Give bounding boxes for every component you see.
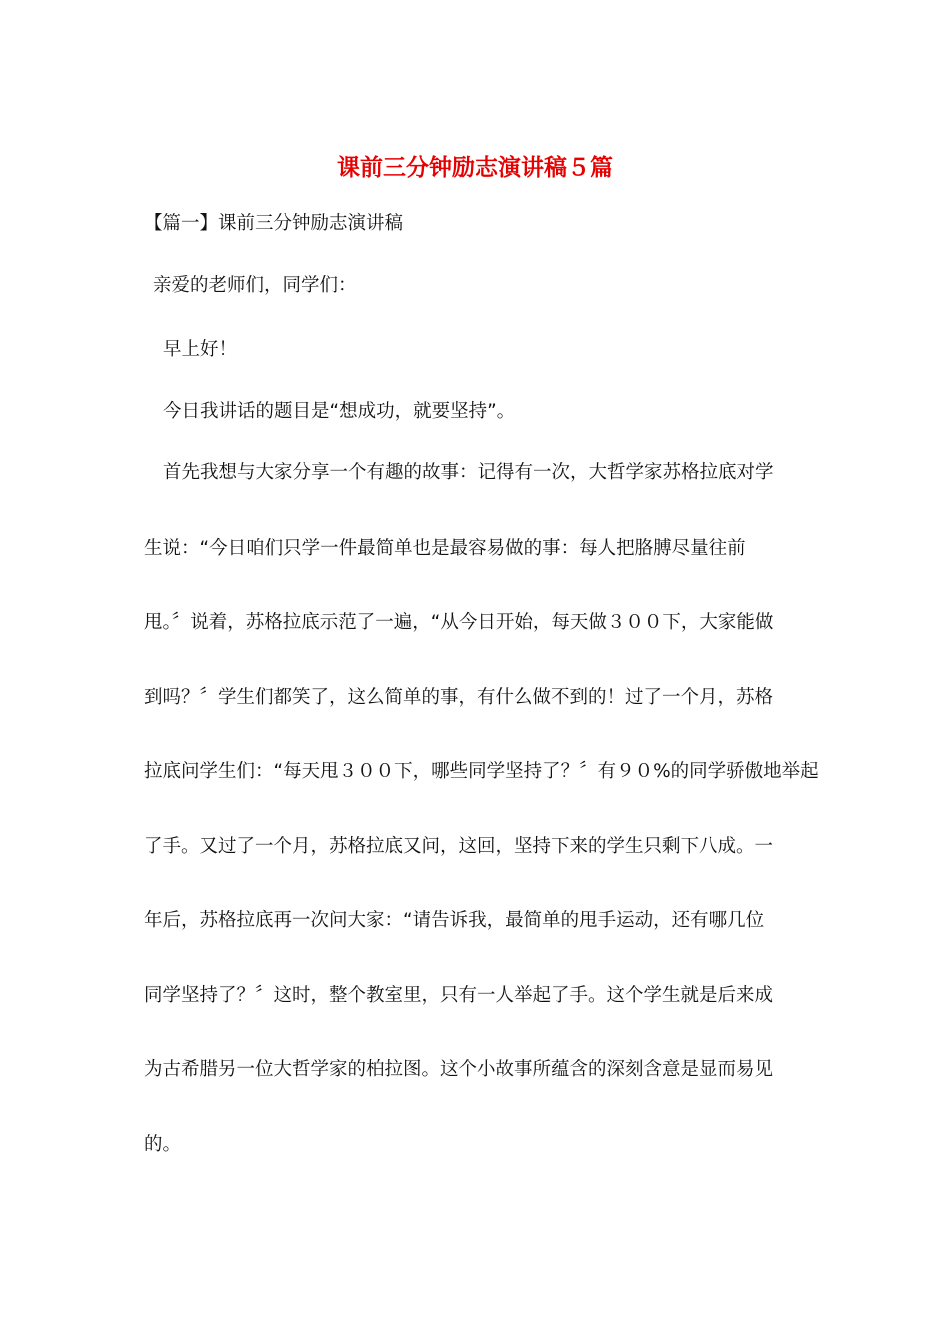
body-line: 同学坚持了？〞这时，整个教室里，只有一人举起了手。这个学生就是后来成 bbox=[144, 985, 774, 1006]
body-line: 为古希腊另一位大哲学家的柏拉图。这个小故事所蕴含的深刻含意是显而易见 bbox=[144, 1059, 774, 1080]
body-line: 了手。又过了一个月，苏格拉底又问，这回，坚持下来的学生只剩下八成。一 bbox=[144, 836, 774, 857]
body-line: 年后，苏格拉底再一次问大家：“请告诉我，最简单的甩手运动，还有哪几位 bbox=[144, 910, 765, 931]
body-line: 到吗？〞学生们都笑了，这么简单的事，有什么做不到的！过了一个月，苏格 bbox=[144, 687, 774, 708]
body-line: 甩。〞说着，苏格拉底示范了一遍，“从今日开始，每天做３００下，大家能做 bbox=[144, 612, 774, 633]
speech-topic: 今日我讲话的题目是“想成功，就要坚持”。 bbox=[163, 401, 516, 422]
body-line: 的。 bbox=[144, 1134, 182, 1155]
body-line: 拉底问学生们：“每天甩３００下，哪些同学坚持了？〞有９０%的同学骄傲地举起 bbox=[144, 761, 819, 782]
document-title: 课前三分钟励志演讲稿５篇 bbox=[337, 154, 613, 181]
body-line: 生说：“今日咱们只学一件最简单也是最容易做的事：每人把胳膊尽量往前 bbox=[144, 538, 746, 559]
section-heading: 【篇一】课前三分钟励志演讲稿 bbox=[144, 213, 404, 234]
body-line: 首先我想与大家分享一个有趣的故事：记得有一次，大哲学家苏格拉底对学 bbox=[163, 462, 774, 483]
greeting: 早上好！ bbox=[163, 339, 238, 360]
salutation: 亲爱的老师们，同学们： bbox=[153, 275, 357, 296]
